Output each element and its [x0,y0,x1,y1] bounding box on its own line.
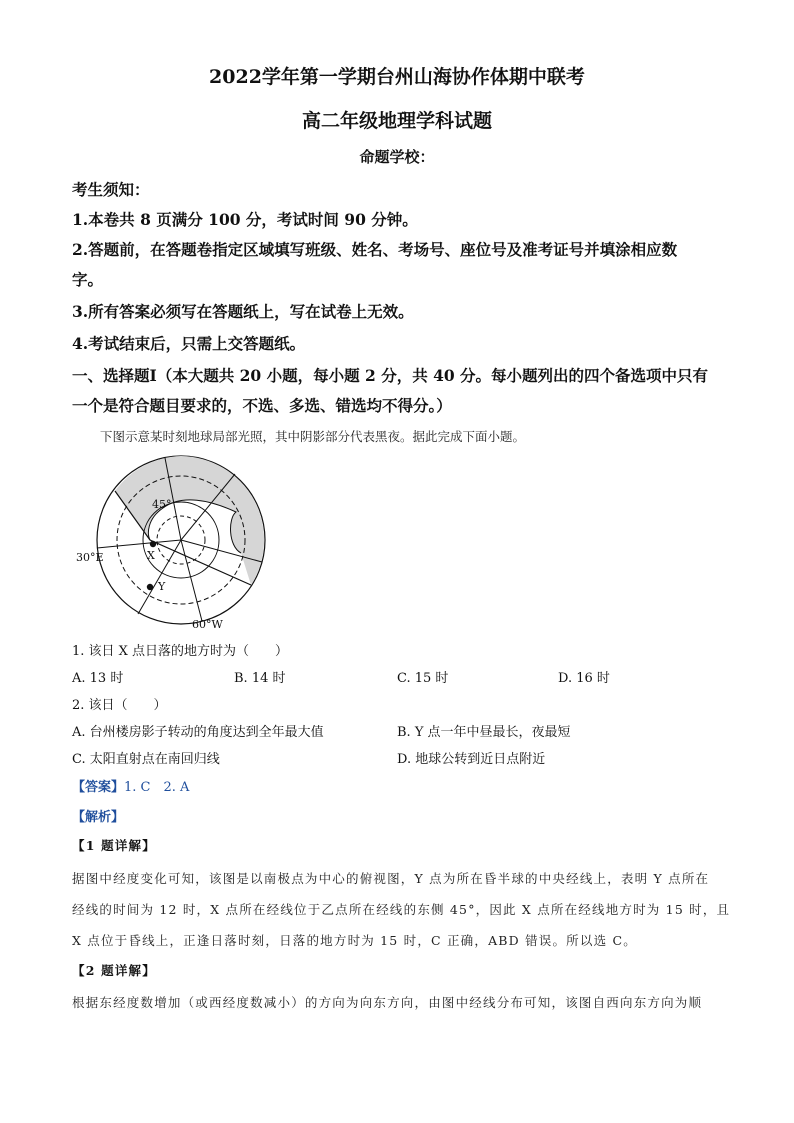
notice-item-4: 4.考试结束后，只需上交答题纸。 [72,334,306,353]
q2-stem: 2. 该日（ ） [72,698,167,713]
q2-detail-heading: 【2 题详解】 [72,963,156,978]
school-line: 命题学校： [359,148,435,166]
label-30e: 30°E [76,551,104,564]
q1-detail-line-1: 据图中经度变化可知，该图是以南极点为中心的俯视图，Y 点为所在昏半球的中央经线上，表明 Y 点所在 [72,871,710,886]
exam-subtitle: 高二年级地理学科试题 [301,110,492,132]
q1-option-b: B. 14 时 [234,671,286,686]
label-60w: 60°W [192,618,223,631]
q1-detail-line-2: 经线的时间为 12 时，X 点所在经线位于乙点所在经线的东侧 45°，因此 X 点所在经线地方时为 15 时，且 [72,902,731,917]
notice-item-2: 2.答题前，在答题卷指定区域填写班级、姓名、考场号、座位号及准考证号并填涂相应数 [72,240,678,259]
answer-label: 【答案】 [72,780,125,795]
q2-option-d: D. 地球公转到近日点附近 [397,752,546,767]
answer-text: 1. C 2. A [124,780,190,795]
q1-option-d: D. 16 时 [558,671,610,686]
point-y [147,584,153,590]
notice-item-3: 3.所有答案必须写在答题纸上，写在试卷上无效。 [72,302,414,321]
q2-option-c: C. 太阳直射点在南回归线 [72,752,220,767]
q1-detail-heading: 【1 题详解】 [72,838,156,853]
q1-stem: 1. 该日 X 点日落的地方时为（ ） [72,644,289,659]
figure-intro: 下图示意某时刻地球局部光照，其中阴影部分代表黑夜。据此完成下面小题。 [100,429,526,444]
notice-item-2-cont: 字。 [72,270,104,289]
label-x: X [147,549,155,562]
section-heading-line2: 一个是符合题目要求的，不选、多选、错选均不得分。） [72,396,452,415]
notice-heading: 考生须知： [72,180,150,199]
q2-detail-line-1: 根据东经度数增加（或西经度数减小）的方向为向东方向，由图中经线分布可知，该图自西向东方向为顺 [72,995,703,1010]
analysis-label: 【解析】 [72,810,125,825]
q1-option-a: A. 13 时 [72,671,124,686]
section-heading-line1: 一、选择题Ⅰ（本大题共 20 小题，每小题 2 分，共 40 分。每小题列出的四个备选项中只有 [72,366,709,385]
q2-option-b: B. Y 点一年中昼最长，夜最短 [397,725,571,740]
notice-item-1: 1.本卷共 8 页满分 100 分，考试时间 90 分钟。 [72,210,418,229]
exam-title: 2022学年第一学期台州山海协作体期中联考 [209,66,585,88]
illumination-figure [70,448,300,632]
q1-detail-line-3: X 点位于昏线上，正逢日落时刻，日落的地方时为 15 时，C 正确，ABD 错误。所以选 C。 [72,933,637,948]
q2-option-a: A. 台州楼房影子转动的角度达到全年最大值 [72,725,324,740]
point-x [150,541,156,547]
q1-option-c: C. 15 时 [397,671,449,686]
label-45: 45° [152,498,172,511]
answer-line [72,776,189,795]
label-y: Y [158,580,166,593]
